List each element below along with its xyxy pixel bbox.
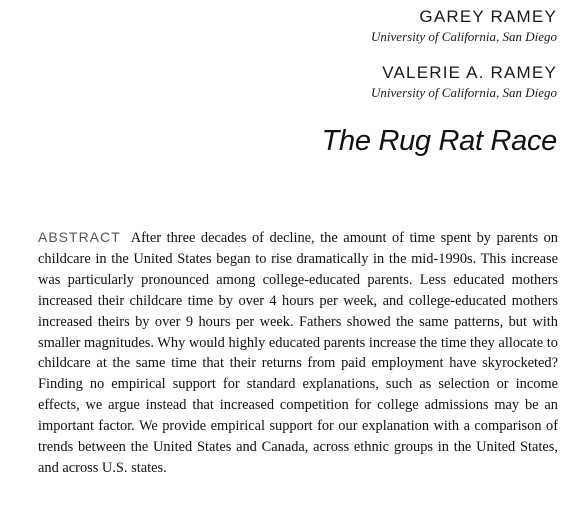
author-entry	[371, 6, 557, 46]
paper-title: The Rug Rat Race	[321, 125, 557, 157]
authors-block	[371, 6, 557, 102]
author-affiliation: University of California, San Diego	[371, 29, 557, 44]
author-entry	[371, 62, 557, 102]
author-affiliation: University of California, San Diego	[371, 85, 557, 100]
author-name: GAREY RAMEY	[419, 7, 557, 26]
abstract-text: After three decades of decline, the amount of time spent by parents on childcare in the United States began to rise dramatically in the mid-1990s. This increase was particularly pronounced among college-educated parents. Less educated mothers increased their childcare time by over 4 hours per week, and college-educated mothers increased theirs by over 9 hours per week. Fathers showed the same patterns, but with smaller magnitudes. Why would highly educated parents increase the time they allocate to childcare at the same time that their returns from paid employment have skyrocketed? Finding no empirical support for standard explanations, such as selection or income effects, we argue instead that increased competition for college admissions may be an important factor. We provide empirical support for our explanation with a comparison of trends between the United States and Canada, across ethnic groups in the United States, and across U.S. states.	[38, 230, 558, 476]
abstract	[38, 227, 558, 479]
author-name: VALERIE A. RAMEY	[382, 63, 557, 82]
abstract-label: ABSTRACT	[38, 229, 121, 245]
